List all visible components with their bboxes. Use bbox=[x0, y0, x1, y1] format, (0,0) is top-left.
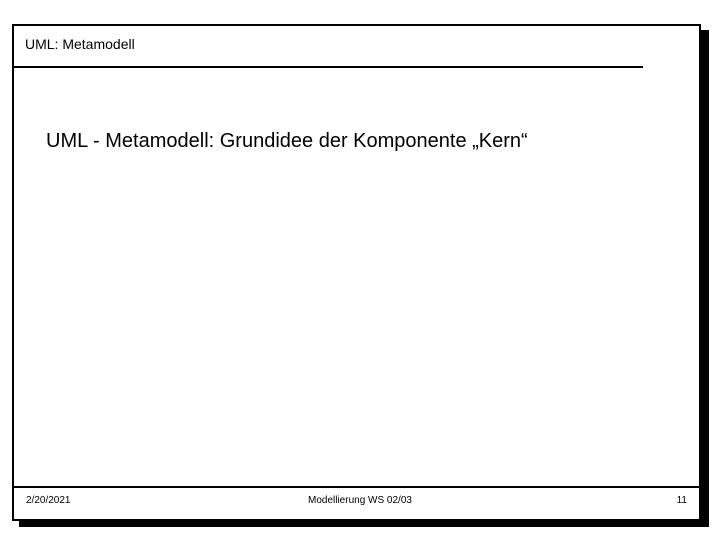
slide bbox=[12, 24, 701, 521]
slide-title: UML - Metamodell: Grundidee der Komponente „Kern“ bbox=[46, 130, 528, 152]
header-divider bbox=[14, 66, 643, 68]
footer-date: 2/20/2021 bbox=[26, 495, 71, 506]
footer-page-number: 11 bbox=[676, 495, 687, 506]
header-title: UML: Metamodell bbox=[25, 36, 135, 52]
footer-course-name: Modellierung WS 02/03 bbox=[308, 495, 412, 506]
footer-divider bbox=[14, 486, 699, 488]
